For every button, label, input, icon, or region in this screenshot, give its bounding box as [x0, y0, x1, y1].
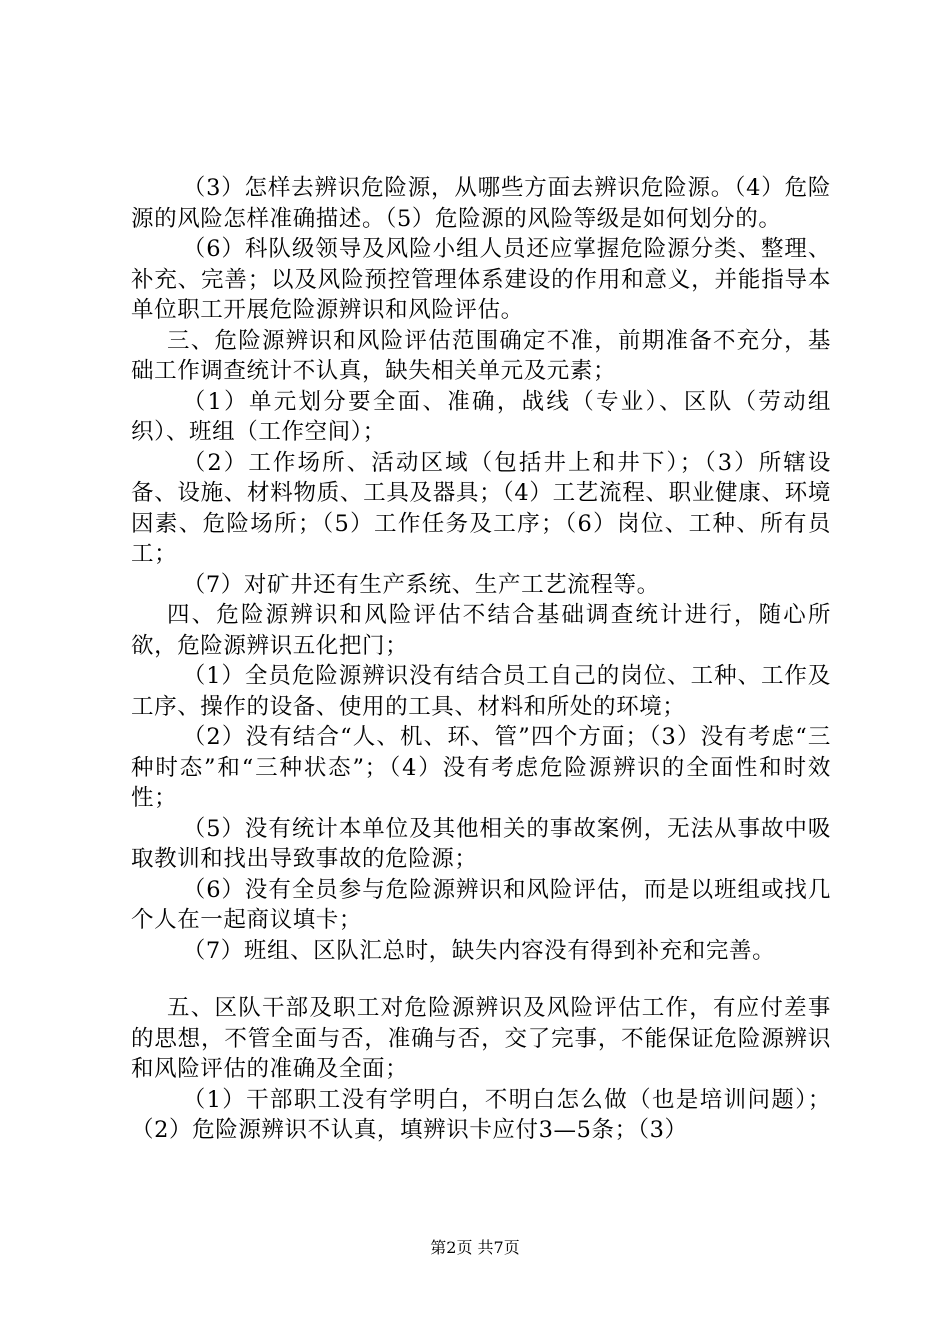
paragraph: （5）没有统计本单位及其他相关的事故案例，无法从事故中吸取教训和找出导致事故的危险源；	[131, 815, 831, 872]
paragraph: （1）单元划分要全面、准确，战线（专业）、区队（劳动组织）、班组（工作空间）；	[131, 388, 831, 445]
paragraph: （3）怎样去辨识危险源，从哪些方面去辨识危险源。（4）危险源的风险怎样准确描述。（5）危险源的风险等级是如何划分的。	[131, 175, 831, 232]
document-body	[131, 173, 831, 1146]
paragraph: 四、危险源辨识和风险评估不结合基础调查统计进行，随心所欲，危险源辨识五化把门；	[131, 602, 831, 659]
paragraph: （2）没有结合“人、机、环、管”四个方面；（3）没有考虑“三种时态”和“三种状态”；（4）没有考虑危险源辨识的全面性和时效性；	[131, 724, 831, 811]
paragraph: （6）科队级领导及风险小组人员还应掌握危险源分类、整理、补充、完善；以及风险预控管理体系建设的作用和意义，并能指导本单位职工开展危险源辨识和风险评估。	[131, 236, 831, 323]
paragraph-spacer	[131, 966, 831, 993]
paragraph: （2）工作场所、活动区域（包括井上和井下）；（3）所辖设备、设施、材料物质、工具及器具；（4）工艺流程、职业健康、环境因素、危险场所；（5）工作任务及工序；（6）岗位、工种、所有员工；	[131, 449, 831, 567]
paragraph: 三、危险源辨识和风险评估范围确定不准，前期准备不充分，基础工作调查统计不认真，缺失相关单元及元素；	[131, 327, 831, 384]
paragraph: 五、区队干部及职工对危险源辨识及风险评估工作，有应付差事的思想，不管全面与否，准确与否，交了完事，不能保证危险源辨识和风险评估的准确及全面；	[131, 995, 831, 1082]
paragraph: （6）没有全员参与危险源辨识和风险评估，而是以班组或找几个人在一起商议填卡；	[131, 876, 831, 933]
page-footer: 第2页 共7页	[430, 1238, 520, 1257]
paragraph: （7）对矿井还有生产系统、生产工艺流程等。	[182, 571, 660, 598]
paragraph: （1）干部职工没有学明白，不明白怎么做（也是培训问题）；（2）危险源辨识不认真，填辨识卡应付3—5条；（3）	[131, 1086, 831, 1143]
paragraph: （1）全员危险源辨识没有结合员工自己的岗位、工种、工作及工序、操作的设备、使用的工具、材料和所处的环境；	[131, 663, 831, 720]
paragraph: （7）班组、区队汇总时，缺失内容没有得到补充和完善。	[182, 937, 776, 964]
